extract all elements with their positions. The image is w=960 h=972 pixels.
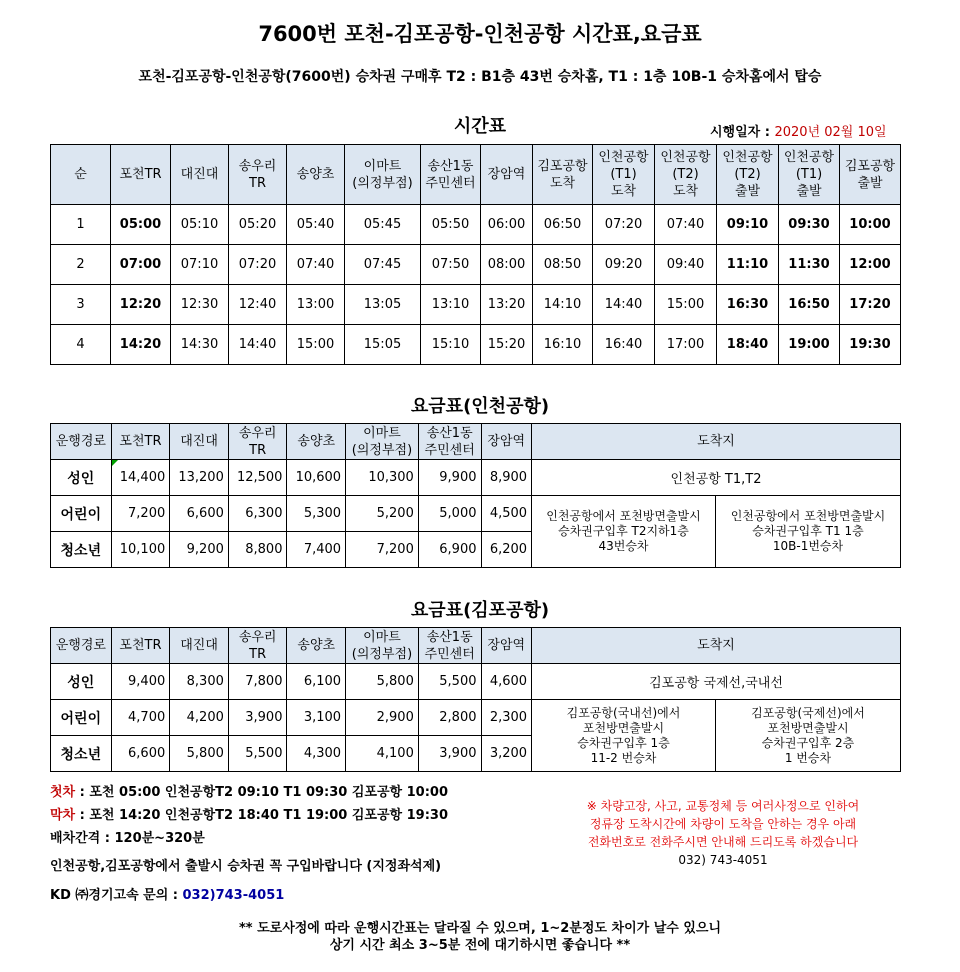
fare-table-gimpo [50,627,901,772]
departure-time: 09:30 [779,205,840,245]
fare-value: 5,800 [170,736,229,772]
departure-time: 05:45 [345,205,421,245]
column-header-line: 도착 [549,175,576,191]
column-header-line: 인천공항 [660,150,711,165]
column-header-line: 송산1동 [426,425,473,441]
boarding-info-line: 승차권구입후 T1 1층 [752,524,864,538]
fare-value: 6,600 [170,496,229,532]
column-header [346,628,419,664]
departure-time: 07:40 [655,205,717,245]
warning-line: ※ 차량고장, 사고, 교통정체 등 여러사정으로 인하여 [586,799,860,813]
departure-time: 19:00 [779,325,840,365]
column-header-line: TR [249,646,267,662]
fare-value: 6,300 [228,496,287,532]
fare-value: 5,500 [228,736,287,772]
column-header-line: 송우리 [238,158,277,174]
bottom-note-line: ** 도로사정에 따라 운행시간표는 달라질 수 있으며, 1~2분정도 차이가 날수 있으니 [238,921,722,936]
fare-value: 8,900 [481,460,532,496]
timetable-row [51,205,901,245]
boarding-info [715,496,900,568]
boarding-info-line: 김포공항(국제선)에서 [751,705,865,720]
departure-time: 05:00 [111,205,171,245]
departure-time: 15:20 [481,325,533,365]
column-header-line: 출발 [734,184,761,199]
column-header [229,145,287,205]
departure-time: 13:00 [287,285,345,325]
departure-time: 07:40 [287,245,345,285]
departure-time: 12:00 [840,245,901,285]
column-header-line: 주민센터 [424,442,475,458]
column-header [418,628,481,664]
column-header [228,628,287,664]
departure-time: 07:50 [421,245,481,285]
column-header [346,424,419,460]
fare-row [51,496,901,532]
departure-time: 05:50 [421,205,481,245]
first-bus-text: : 포천 05:00 인천공항T2 09:10 T1 09:30 김포공항 10:00 [75,785,448,800]
column-header [532,424,901,460]
column-header-line: TR [249,442,267,458]
departure-time: 07:20 [229,245,287,285]
fare-value: 9,200 [170,532,229,568]
bottom-note [0,920,960,954]
departure-time: 11:10 [717,245,779,285]
departure-time: 18:40 [717,325,779,365]
column-header [532,628,901,664]
boarding-info-line: 인천공항에서 포천방면출발시 [546,509,701,523]
column-header-line: 송산1동 [426,629,473,645]
column-header-line: 출발 [857,175,883,191]
passenger-type: 어린이 [51,700,112,736]
departure-time: 14:20 [111,325,171,365]
fare-value: 5,300 [287,496,346,532]
effective-date [710,121,887,140]
fare-value: 14,400 [111,460,170,496]
departure-time: 15:10 [421,325,481,365]
row-number: 1 [51,205,111,245]
column-header-line: 장암역 [487,434,526,449]
fare-value: 5,500 [418,664,481,700]
column-header-line: (T2) [734,167,761,182]
column-header [170,424,229,460]
timetable-row [51,285,901,325]
interval-note: 배차간격 : 120분~320분 [50,831,205,846]
departure-time: 12:30 [171,285,229,325]
fare-incheon-title: 요금표(인천공항) [410,396,550,417]
column-header-line: 도착지 [697,434,735,449]
column-header-line: 송우리 [238,629,277,645]
timetable-title: 시간표 [453,116,507,137]
departure-time: 17:20 [840,285,901,325]
warning-line: 전화번호로 전화주시면 안내해 드리도록 하겠습니다 [587,835,859,849]
column-header-line: 김포공항 [844,158,896,174]
boarding-info-line: 10B-1번승차 [772,539,844,553]
column-header [421,145,481,205]
departure-time: 13:10 [421,285,481,325]
departure-time: 05:20 [229,205,287,245]
column-header-line: 이마트 [363,629,401,645]
boarding-info-line: 43번승차 [598,539,649,553]
departure-time: 15:00 [287,325,345,365]
column-header-line: 송양초 [296,167,335,182]
departure-time: 13:05 [345,285,421,325]
column-header-line: 포천TR [119,638,162,653]
column-header-line: 장암역 [487,638,526,653]
fare-table-incheon [50,423,901,568]
column-header [228,424,287,460]
column-header-line: 송양초 [297,434,336,449]
last-bus-note [50,804,448,823]
boarding-info-line: 승차권구입후 2층 [761,735,855,750]
boarding-info-line: 승차권구입후 1층 [577,735,670,750]
column-header-line: 인천공항 [783,150,835,165]
departure-time: 05:10 [171,205,229,245]
column-header [779,145,840,205]
column-header [287,145,345,205]
column-header-line: 주민센터 [424,646,475,662]
departure-time: 17:00 [655,325,717,365]
column-header-line: 이마트 [363,425,401,441]
fare-value: 13,200 [170,460,229,496]
departure-time: 14:30 [171,325,229,365]
column-header-line: 이마트 [363,158,402,174]
first-bus-note [50,781,448,800]
column-header-line: 도착 [672,184,699,199]
column-header-line: 장암역 [487,167,526,182]
row-number: 2 [51,245,111,285]
fare-value: 10,300 [346,460,419,496]
departure-time: 09:10 [717,205,779,245]
warning-line: 정류장 도착시간에 차량이 도착을 안하는 경우 아래 [589,817,857,831]
fare-value: 7,800 [228,664,287,700]
warning-phone: 032) 743-4051 [678,853,768,867]
row-number: 3 [51,285,111,325]
boarding-info-line: 김포공항(국내선)에서 [566,705,681,720]
fare-value: 3,900 [418,736,481,772]
column-header-line: 출발 [796,184,822,199]
fare-value: 7,200 [346,532,419,568]
fare-value: 12,500 [228,460,287,496]
last-bus-label: 막차 [50,808,76,823]
page-subtitle: 포천-김포공항-인천공항(7600번) 승차권 구매후 T2 : B1층 43번 승차홈, T1 : 1층 10B-1 승차홈에서 탑승 [138,69,822,85]
departure-time: 14:40 [229,325,287,365]
column-header-line: 김포공항 [537,158,588,174]
fare-value: 8,300 [170,664,229,700]
passenger-type: 청소년 [51,736,112,772]
column-header [287,628,346,664]
fare-value: 2,900 [346,700,419,736]
departure-time: 11:30 [779,245,840,285]
column-header [481,145,533,205]
column-header [111,145,171,205]
fare-value: 4,700 [111,700,170,736]
fare-row [51,664,901,700]
departure-time: 16:10 [533,325,593,365]
column-header [717,145,779,205]
departure-time: 06:00 [481,205,533,245]
column-header [287,424,346,460]
contact-phone: 032)743-4051 [182,888,285,903]
passenger-type: 어린이 [51,496,112,532]
last-bus-text: : 포천 14:20 인천공항T2 18:40 T1 19:00 김포공항 19:30 [75,808,448,823]
fare-value: 5,800 [346,664,419,700]
fare-value: 7,200 [111,496,170,532]
ticket-note: 인천공항,김포공항에서 출발시 승차권 꼭 구입바랍니다 (지정좌석제) [50,859,442,874]
fare-gimpo-title: 요금표(김포공항) [410,600,550,621]
boarding-info [532,700,716,772]
column-header-line: 포천TR [119,434,162,449]
departure-time: 15:05 [345,325,421,365]
destination: 인천공항 T1,T2 [532,460,901,496]
column-header-line: (의정부점) [351,646,413,662]
boarding-info-line: 1 번승차 [784,750,832,765]
departure-time: 08:00 [481,245,533,285]
fare-value: 5,200 [346,496,419,532]
departure-time: 10:00 [840,205,901,245]
fare-value: 8,800 [228,532,287,568]
column-header [655,145,717,205]
boarding-info-line: 11-2 번승차 [590,750,657,765]
departure-time: 09:40 [655,245,717,285]
column-header [171,145,229,205]
page-title: 7600번 포천-김포공항-인천공항 시간표,요금표 [258,22,702,46]
column-header-line: 대진대 [180,434,218,449]
column-header-line: TR [249,175,266,191]
fare-value: 7,400 [287,532,346,568]
column-header [345,145,421,205]
fare-value: 5,000 [418,496,481,532]
departure-time: 16:30 [717,285,779,325]
fare-value: 6,100 [287,664,346,700]
departure-time: 15:00 [655,285,717,325]
column-header-line: (의정부점) [352,175,413,191]
contact-note [50,884,284,903]
column-header [533,145,593,205]
departure-time: 16:40 [593,325,655,365]
departure-time: 07:10 [171,245,229,285]
column-header-line: 송양초 [297,638,336,653]
column-header-line: 도착지 [697,638,735,653]
effective-date-value: 2020년 02월 10일 [774,125,887,140]
fare-value: 2,800 [418,700,481,736]
column-header [111,424,170,460]
effective-date-label: 시행일자 : [710,125,775,140]
first-bus-label: 첫차 [50,785,76,800]
passenger-type: 성인 [51,664,112,700]
departure-time: 09:20 [593,245,655,285]
departure-time: 13:20 [481,285,533,325]
fare-value: 4,300 [287,736,346,772]
boarding-info [532,496,716,568]
timetable [50,144,901,365]
departure-time: 14:10 [533,285,593,325]
column-header-line: 대진대 [180,638,218,653]
fare-value: 10,100 [111,532,170,568]
departure-time: 05:40 [287,205,345,245]
column-header-line: (T1) [610,167,637,182]
departure-time: 12:20 [111,285,171,325]
passenger-type: 청소년 [51,532,112,568]
column-header-line: 포천TR [119,167,162,182]
departure-time: 16:50 [779,285,840,325]
destination: 김포공항 국제선,국내선 [532,664,901,700]
column-header [170,628,229,664]
column-header-line: 송우리 [238,425,277,441]
column-header [51,424,112,460]
fare-row [51,460,901,496]
departure-time: 06:50 [533,205,593,245]
contact-label: KD ㈜경기고속 문의 : [50,888,183,903]
column-header-line: 도착 [610,184,637,199]
boarding-info-line: 인천공항에서 포천방면출발시 [730,509,886,523]
fare-value: 6,600 [111,736,170,772]
fare-value: 10,600 [287,460,346,496]
fare-value: 4,200 [170,700,229,736]
column-header [481,628,532,664]
fare-value: 3,900 [228,700,287,736]
column-header [481,424,532,460]
fare-value: 6,200 [481,532,532,568]
column-header [51,145,111,205]
boarding-info-line: 포천방면출발시 [767,720,849,735]
fare-value: 4,100 [346,736,419,772]
column-header-line: 주민센터 [425,175,476,191]
fare-value: 2,300 [481,700,532,736]
column-header-line: 순 [74,167,87,182]
fare-value: 4,500 [481,496,532,532]
column-header-line: 운행경로 [55,638,106,653]
column-header [51,628,112,664]
column-header [840,145,901,205]
departure-time: 14:40 [593,285,655,325]
column-header-line: (T1) [795,167,823,182]
column-header [418,424,481,460]
fare-value: 4,600 [481,664,532,700]
fare-value: 3,100 [287,700,346,736]
fare-value: 9,400 [111,664,170,700]
column-header-line: 운행경로 [55,434,106,449]
passenger-type: 성인 [51,460,112,496]
departure-time: 19:30 [840,325,901,365]
column-header-line: 송산1동 [427,158,474,174]
column-header [593,145,655,205]
row-number: 4 [51,325,111,365]
timetable-row [51,245,901,285]
fare-value: 6,900 [418,532,481,568]
departure-time: 08:50 [533,245,593,285]
boarding-info [715,700,900,772]
warning-note [548,797,898,851]
departure-time: 07:00 [111,245,171,285]
departure-time: 07:45 [345,245,421,285]
fare-row [51,700,901,736]
timetable-row [51,325,901,365]
column-header-line: 인천공항 [722,150,773,165]
cell-comment-marker [112,460,118,466]
column-header-line: (의정부점) [351,442,413,458]
departure-time: 07:20 [593,205,655,245]
column-header-line: (T2) [672,167,699,182]
column-header [111,628,170,664]
column-header-line: 대진대 [180,167,219,182]
bottom-note-line: 상기 시간 최소 3~5분 전에 대기하시면 좋습니다 ** [329,938,631,953]
fare-value: 9,900 [418,460,481,496]
boarding-info-line: 승차권구입후 T2지하1층 [558,524,689,538]
departure-time: 12:40 [229,285,287,325]
column-header-line: 인천공항 [598,150,649,165]
fare-value: 3,200 [481,736,532,772]
boarding-info-line: 포천방면출발시 [582,720,665,735]
